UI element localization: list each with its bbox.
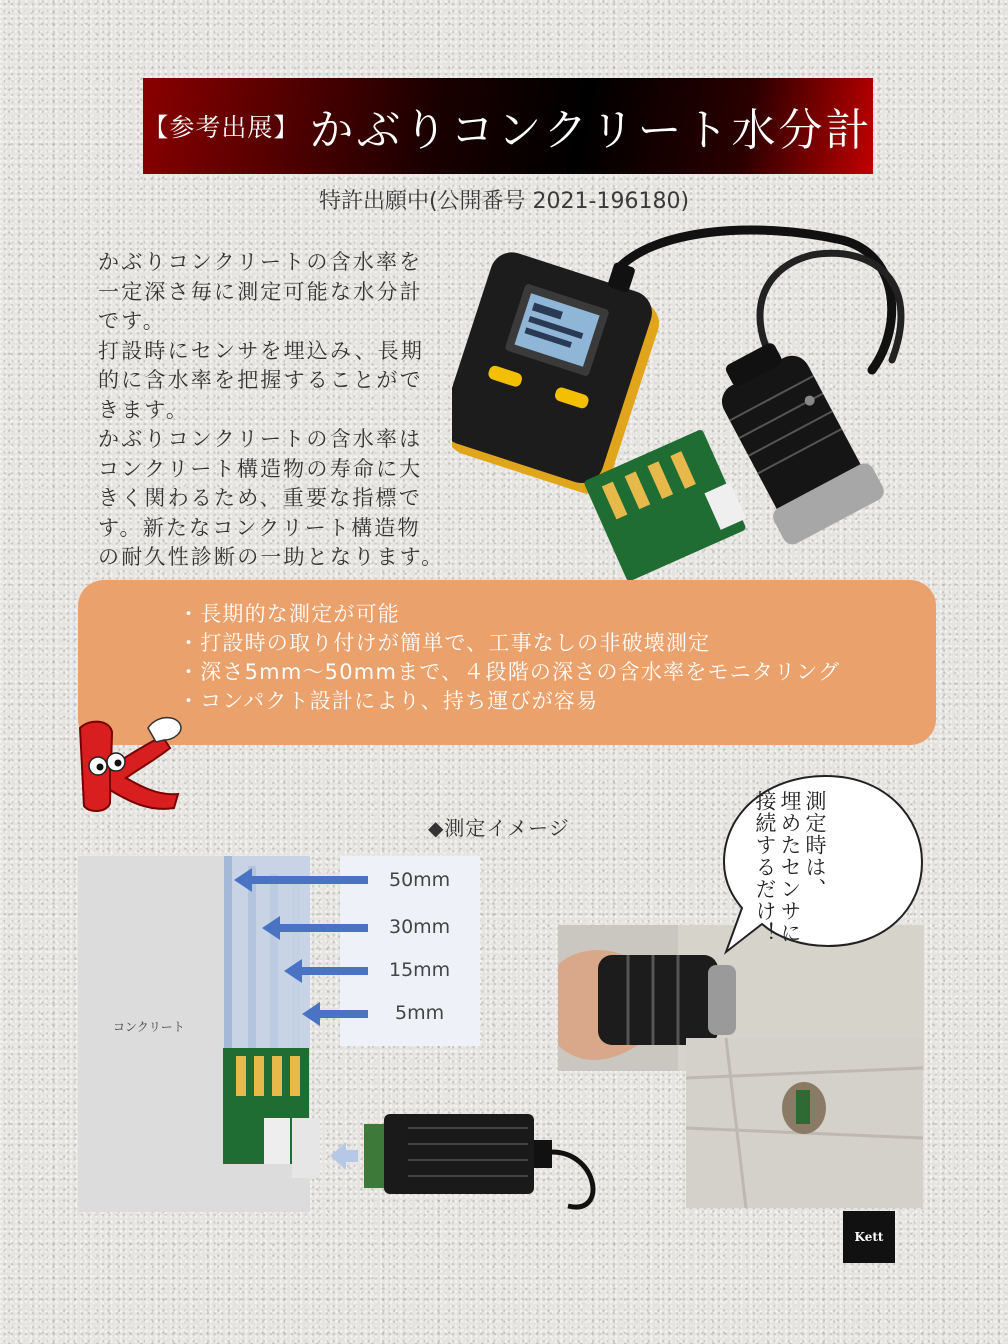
measurement-image-heading: ◆測定イメージ	[428, 816, 570, 840]
description-line: です。	[98, 309, 166, 333]
mascot-character-image	[70, 708, 190, 820]
description-line: 打設時にセンサを埋込み、長期	[98, 338, 425, 363]
description-line: かぶりコンクリートの含水率は	[98, 427, 423, 451]
depth-label-5mm: 5mm	[395, 1002, 445, 1024]
bubble-line: 埋めたセンサに	[778, 790, 802, 944]
speech-bubble-text	[752, 790, 827, 950]
patent-notice: 特許出願中(公開番号 2021-196180)	[318, 189, 690, 214]
description-line: きます。	[98, 397, 190, 422]
feature-list	[178, 600, 840, 716]
feature-box	[78, 580, 936, 745]
title-banner	[143, 78, 873, 174]
moisture-meter-device-image	[452, 210, 952, 580]
bubble-line: 測定時は、	[803, 790, 827, 900]
description-line: す。新たなコンクリート構造物	[98, 515, 421, 540]
feature-item: ・コンパクト設計により、持ち運びが容易	[178, 689, 599, 713]
description-line: の耐久性診断の一助となります。	[98, 545, 445, 569]
feature-item: ・深さ5mm～50mmまで、４段階の深さの含水率をモニタリング	[178, 660, 841, 684]
title-prefix: 【参考出展】	[143, 113, 300, 142]
description-line: かぶりコンクリートの含水率を	[98, 250, 423, 274]
depth-label-50mm: 50mm	[389, 869, 451, 891]
feature-item: ・長期的な測定が可能	[178, 602, 400, 626]
product-description	[98, 248, 458, 573]
concrete-label: コンクリート	[113, 1020, 185, 1034]
feature-item: ・打設時の取り付けが簡単で、工事なしの非破壊測定	[178, 631, 711, 655]
page-title: かぶりコンクリート水分計	[309, 105, 873, 156]
depth-label-30mm: 30mm	[389, 916, 451, 938]
kett-logo: Kett	[843, 1211, 895, 1263]
bubble-line: 接続するだけ！	[753, 790, 777, 944]
description-line: きく関わるため、重要な指標で	[98, 486, 422, 510]
embedded-sensor-photo	[686, 1038, 923, 1208]
description-line: コンクリート構造物の寿命に大	[98, 456, 423, 481]
depth-label-15mm: 15mm	[389, 959, 451, 981]
description-line: 的に含水率を把握することがで	[98, 368, 423, 392]
description-line: 一定深さ毎に測定可能な水分計	[98, 279, 423, 304]
